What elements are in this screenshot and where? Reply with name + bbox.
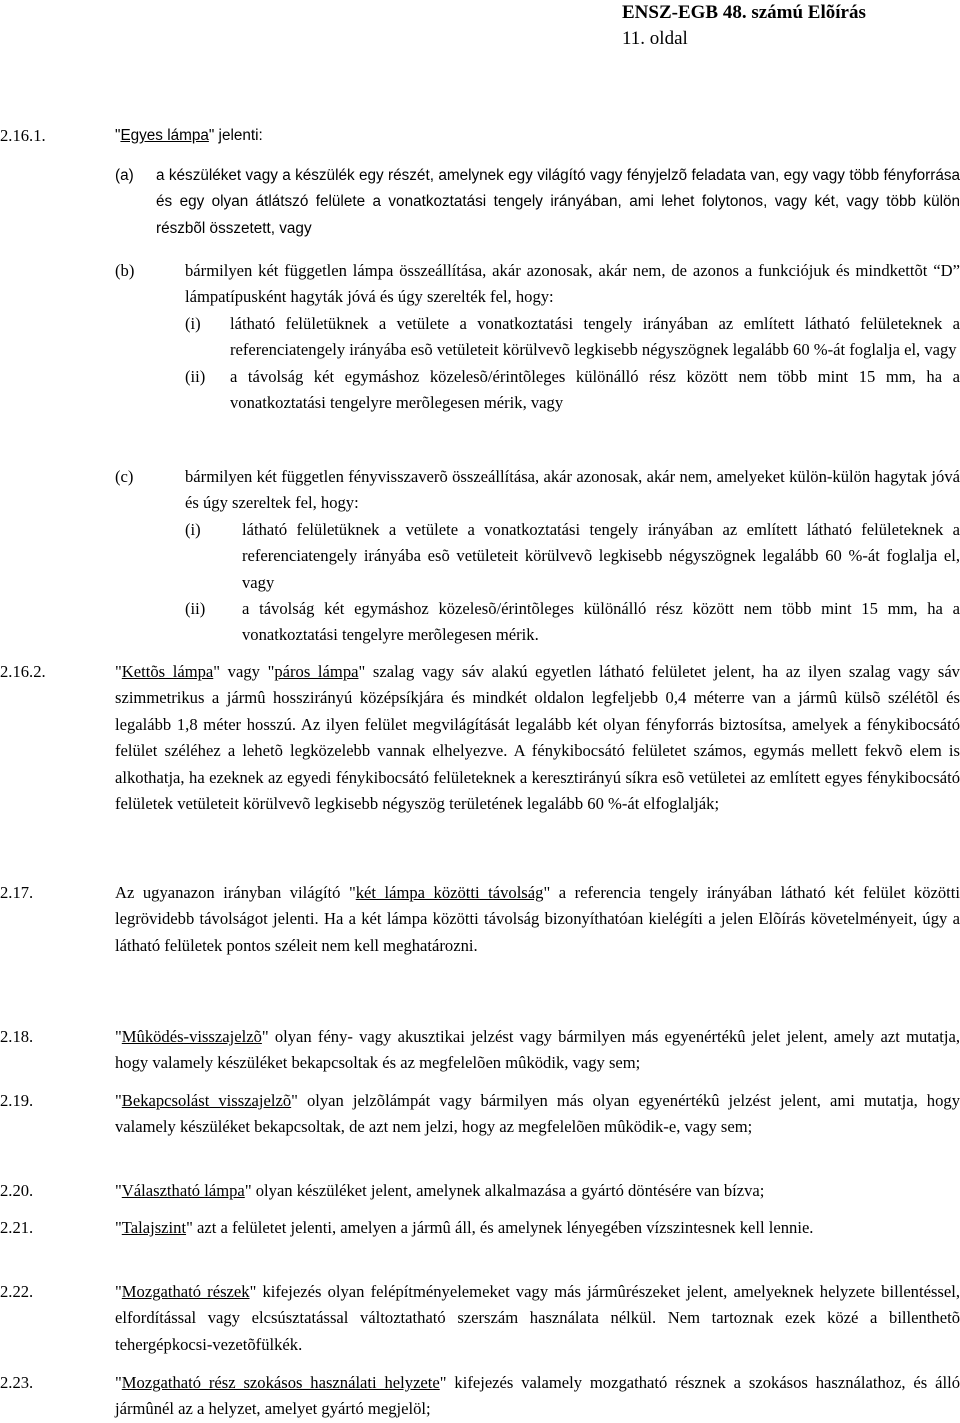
section-number: 2.22. xyxy=(0,1282,34,1301)
section-number: 2.18. xyxy=(0,1027,34,1046)
section-text: "Választható lámpa" olyan készüléket jelent, amelynek alkalmazása a gyártó döntésére van bízva; xyxy=(115,1181,765,1200)
section-number: 2.20. xyxy=(0,1181,34,1200)
item-text: bármilyen két független fényvisszaverõ összeállítása, akár azonosak, akár nem, amelyeket külön-külön hagytak jóvá és úgy szereltek fel, hogy: xyxy=(185,467,960,513)
section-text: "Mozgatható rész szokásos használati helyzete" kifejezés valamely mozgatható résznek a szokásos használathoz, és álló jármûnél az a helyzet, amelyet gyártó megjelöl; xyxy=(115,1373,960,1419)
subitem-label: (i) xyxy=(185,313,201,333)
item-b xyxy=(115,258,960,416)
section-text: "Kettõs lámpa" vagy "páros lámpa" szalag vagy sáv alakú egyetlen látható felületet jelent, ha az ilyen szalag vagy sáv szimmetrikus a jármû hosszirányú középsíkjára és mindkét oldalon legfeljebb 0,4 méterre van a jármû külsõ szélétõl és legalább 1,8 méter hosszú. Az ilyen felület megvilágítását legalább két olyan fényforrás biztosítsa, amelyek a fénykibocsátó felület széléhez a lehetõ legközelebb vannak elhelyezve. A fénykibocsátó felületet számos, egymás mellett fekvõ elem is alkothatja, ha ezeknek az egyedi fénykibocsátó felületeknek a keresztirányú síkra esõ vetületei az említett egyes fénykibocsátó felületek vetületeit körülvevõ legkisebb négyszög területének legalább 60 %-át elfoglalják; xyxy=(115,662,960,814)
item-text: a készüléket vagy a készülék egy részét, amelynek egy világító vagy fényjelzõ feladata van, egy vagy több fényforrása és egy olyan átlátszó felülete a vonatkoztatási tengely irányában, ami lehet folytonos, vagy két, vagy több külön részbõl összetett, vagy xyxy=(156,167,960,237)
defined-term: Mozgatható rész szokásos használati helyzete xyxy=(121,1373,440,1392)
section-2-19 xyxy=(0,1088,960,1141)
subitem-label: (ii) xyxy=(185,366,206,386)
defined-term: Talajszint xyxy=(121,1218,187,1237)
section-text: "Talajszint" azt a felületet jelenti, amelyen a jármû áll, és amelynek lényegében vízszintesnek kell lennie. xyxy=(115,1218,814,1237)
item-label: (b) xyxy=(115,261,135,280)
section-number: 2.16.1. xyxy=(0,126,46,145)
defined-term: Kettõs lámpa xyxy=(121,662,214,681)
defined-term: Mûködés-visszajelzõ xyxy=(121,1027,262,1046)
subitem-i xyxy=(185,311,960,364)
defined-term: Egyes lámpa xyxy=(120,127,209,144)
section-2-16-2 xyxy=(0,659,960,817)
defined-term: páros lámpa xyxy=(274,662,359,681)
subitem-i xyxy=(185,517,960,596)
subitem-text: látható felületüknek a vetülete a vonatkoztatási tengely irányában az említett látható felületeknek a referenciatengely irányába esõ vetületeit körülvevõ legkisebb négyszögnek legalább 60 %-át foglalja el, vagy xyxy=(242,519,960,592)
section-number: 2.21. xyxy=(0,1218,34,1237)
item-label: (c) xyxy=(115,467,134,486)
defined-term: Választható lámpa xyxy=(121,1181,245,1200)
page-number: 11. oldal xyxy=(622,28,688,49)
subitem-label: (i) xyxy=(185,519,201,539)
section-2-21 xyxy=(0,1215,960,1241)
section-2-18 xyxy=(0,1024,960,1077)
section-2-23 xyxy=(0,1370,960,1423)
section-2-20 xyxy=(0,1178,960,1204)
section-number: 2.19. xyxy=(0,1091,34,1110)
defined-term: két lámpa közötti távolság xyxy=(355,883,544,902)
section-text: "Bekapcsolást visszajelzõ" olyan jelzõlámpát vagy bármilyen más olyan egyenértékû jelzést jelent, ami mutatja, hogy valamely készüléket bekapcsoltak, de azt nem jelzi, hogy az megfelelõen mûködik-e, vagy sem; xyxy=(115,1091,960,1137)
section-text: "Mûködés-visszajelzõ" olyan fény- vagy akusztikai jelzést vagy bármilyen más egyenértékû jelet jelent, amely azt mutatja, hogy valamely készüléket bekapcsoltak és az megfelelõen mûködik, vagy sem; xyxy=(115,1027,960,1073)
subitem-label: (ii) xyxy=(185,599,206,619)
item-a xyxy=(115,163,960,242)
item-text: bármilyen két független lámpa összeállítása, akár azonosak, akár nem, de azonos a funkciójuk és mindkettõt “D” lámpatípusként hagyták jóvá és úgy szerelték fel, hogy: xyxy=(185,261,960,307)
page-header xyxy=(622,0,866,52)
section-intro: "Egyes lámpa" jelenti: xyxy=(115,127,263,144)
defined-term: Mozgatható részek xyxy=(121,1282,250,1301)
subitem-text: látható felületüknek a vetülete a vonatkoztatási tengely irányában az említett látható felületeknek a referenciatengely irányába esõ vetületeit körülvevõ legkisebb négyszögnek legalább 60 %-át foglalja el, vagy xyxy=(230,313,960,360)
section-number: 2.16.2. xyxy=(0,662,46,681)
section-text: "Mozgatható részek" kifejezés olyan felépítményelemeket vagy más jármûrészeket jelent, amelyeknek helyzete billentéssel, elfordítással vagy elcsúsztatással változtatható szerszám használata nélkül. Nem tartoznak ezek közé a billenthetõ tehergépkocsi-vezetõfülkék. xyxy=(115,1282,960,1354)
section-number: 2.17. xyxy=(0,883,34,902)
section-number: 2.23. xyxy=(0,1373,34,1392)
subitem-text: a távolság két egymáshoz közelesõ/érintõleges különálló rész között nem több mint 15 mm, ha a vonatkoztatási tengelyre merõlegesen mérik. xyxy=(242,599,960,645)
section-2-17 xyxy=(0,880,960,959)
item-label: (a) xyxy=(115,167,134,184)
section-text: Az ugyanazon irányban világító "két lámpa közötti távolság" a referencia tengely irányában látható két felület közötti legrövidebb távolságot jelenti. Ha a két lámpa közötti távolság bizonyíthatóan kielégíti a jelen Elõírás követelményeit, úgy a látható felületek pontos széleit nem kell meghatározni. xyxy=(115,883,960,955)
defined-term: Bekapcsolást visszajelzõ xyxy=(121,1091,292,1110)
document-title: ENSZ-EGB 48. számú Elõírás xyxy=(622,2,866,23)
section-2-22 xyxy=(0,1279,960,1358)
subitem-ii xyxy=(185,364,960,417)
subitem-text: a távolság két egymáshoz közelesõ/érintõleges különálló rész között nem több mint 15 mm, ha a vonatkoztatási tengelyre merõlegesen mérik, vagy xyxy=(230,366,960,413)
item-c xyxy=(115,464,960,649)
subitem-ii xyxy=(185,596,960,649)
